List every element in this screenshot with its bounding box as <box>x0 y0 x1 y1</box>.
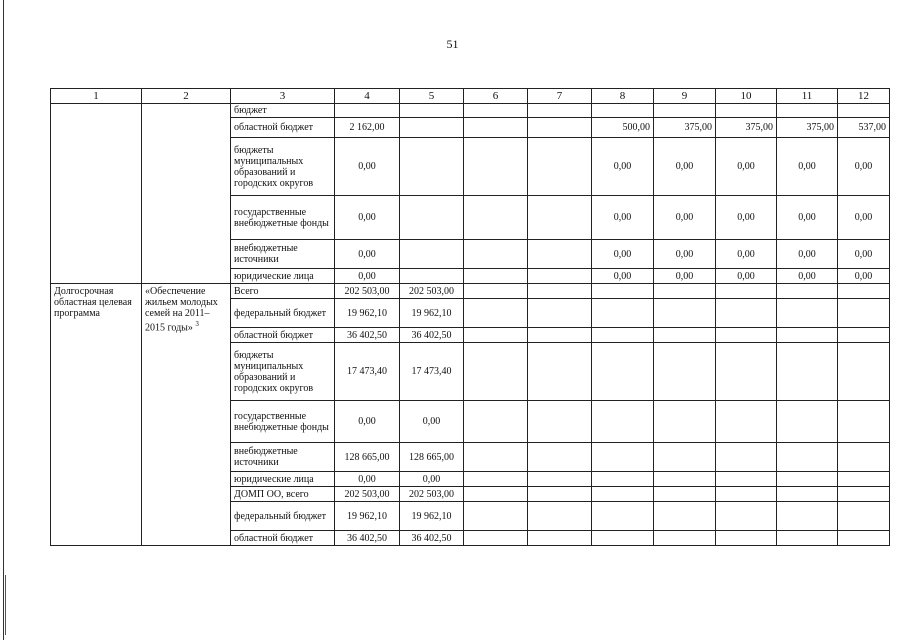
funding-source: федеральный бюджет <box>231 299 335 328</box>
funding-source: юридические лица <box>231 472 335 487</box>
cell-2017: 0,00 <box>777 240 838 269</box>
cell-2017: 0,00 <box>777 138 838 196</box>
cell-total: 0,00 <box>335 401 400 443</box>
cell-2012 <box>464 138 528 196</box>
cell-total: 2 162,00 <box>335 118 400 138</box>
program-name-cell <box>142 284 231 546</box>
cell-2013 <box>528 138 592 196</box>
funding-source: областной бюджет <box>231 328 335 343</box>
cell-2013 <box>528 269 592 284</box>
table-row <box>51 284 890 299</box>
page-left-border <box>3 0 4 640</box>
cell-total: 128 665,00 <box>335 443 400 472</box>
program-type-cell <box>51 104 142 284</box>
col-header-4: 4 <box>335 89 400 104</box>
cell-2015 <box>654 104 716 118</box>
col-header-3: 3 <box>231 89 335 104</box>
funding-source: юридические лица <box>231 269 335 284</box>
cell-2018: 0,00 <box>838 138 890 196</box>
cell-2018: 0,00 <box>838 196 890 240</box>
cell-2011: 202 503,00 <box>400 487 464 502</box>
cell-2011: 36 402,50 <box>400 328 464 343</box>
col-header-7: 7 <box>528 89 592 104</box>
cell-total: 0,00 <box>335 138 400 196</box>
cell-2013 <box>528 118 592 138</box>
cell-2016 <box>716 104 777 118</box>
cell-total: 36 402,50 <box>335 328 400 343</box>
cell-total: 202 503,00 <box>335 487 400 502</box>
funding-source: областной бюджет <box>231 531 335 546</box>
cell-2018 <box>838 104 890 118</box>
cell-2011: 202 503,00 <box>400 284 464 299</box>
funding-source: внебюджетные источники <box>231 240 335 269</box>
col-header-12: 12 <box>838 89 890 104</box>
cell-2011 <box>400 104 464 118</box>
cell-2012 <box>464 196 528 240</box>
cell-2015: 375,00 <box>654 118 716 138</box>
cell-2014: 0,00 <box>592 269 654 284</box>
col-header-11: 11 <box>777 89 838 104</box>
cell-2015: 0,00 <box>654 240 716 269</box>
col-header-5: 5 <box>400 89 464 104</box>
cell-2018: 0,00 <box>838 240 890 269</box>
funding-source: государственные внебюджетные фонды <box>231 401 335 443</box>
cell-2014: 0,00 <box>592 138 654 196</box>
cell-2012 <box>464 104 528 118</box>
funding-source: бюджеты муниципальных образований и городских округов <box>231 343 335 401</box>
funding-source: бюджет <box>231 104 335 118</box>
cell-total: 202 503,00 <box>335 284 400 299</box>
cell-2011: 0,00 <box>400 472 464 487</box>
cell-2016: 0,00 <box>716 269 777 284</box>
cell-total: 0,00 <box>335 196 400 240</box>
program-name: «Обеспечение жильем молодых семей на 2011–2015 годы» <box>145 286 218 334</box>
page-left-border-mark <box>5 575 6 635</box>
cell-total <box>335 104 400 118</box>
cell-2016: 0,00 <box>716 138 777 196</box>
cell-total: 0,00 <box>335 240 400 269</box>
cell-2014 <box>592 104 654 118</box>
cell-2017: 0,00 <box>777 196 838 240</box>
cell-2011: 17 473,40 <box>400 343 464 401</box>
funding-source: бюджеты муниципальных образований и городских округов <box>231 138 335 196</box>
cell-2012 <box>464 269 528 284</box>
cell-2017 <box>777 104 838 118</box>
col-header-1: 1 <box>51 89 142 104</box>
funding-source: внебюджетные источники <box>231 443 335 472</box>
cell-2013 <box>528 104 592 118</box>
cell-total: 0,00 <box>335 269 400 284</box>
cell-2013 <box>528 240 592 269</box>
cell-2011 <box>400 138 464 196</box>
cell-2013 <box>528 196 592 240</box>
footnote-mark: 3 <box>195 320 199 328</box>
cell-2016: 0,00 <box>716 240 777 269</box>
cell-2011 <box>400 196 464 240</box>
funding-source: федеральный бюджет <box>231 502 335 531</box>
column-number-row <box>51 89 890 104</box>
cell-2011: 36 402,50 <box>400 531 464 546</box>
cell-total: 19 962,10 <box>335 299 400 328</box>
cell-total: 19 962,10 <box>335 502 400 531</box>
cell-2015: 0,00 <box>654 196 716 240</box>
cell-2014: 0,00 <box>592 240 654 269</box>
program-name-cell <box>142 104 231 284</box>
budget-table <box>50 88 890 546</box>
table-row <box>51 104 890 118</box>
col-header-9: 9 <box>654 89 716 104</box>
cell-total: 0,00 <box>335 472 400 487</box>
cell-2018: 0,00 <box>838 269 890 284</box>
funding-source: государственные внебюджетные фонды <box>231 196 335 240</box>
cell-2015: 0,00 <box>654 138 716 196</box>
col-header-6: 6 <box>464 89 528 104</box>
cell-2015: 0,00 <box>654 269 716 284</box>
col-header-10: 10 <box>716 89 777 104</box>
cell-2011 <box>400 118 464 138</box>
cell-total: 36 402,50 <box>335 531 400 546</box>
cell-2016: 0,00 <box>716 196 777 240</box>
cell-2011: 0,00 <box>400 401 464 443</box>
cell-2017: 0,00 <box>777 269 838 284</box>
cell-2012 <box>464 118 528 138</box>
cell-2017: 375,00 <box>777 118 838 138</box>
cell-total: 17 473,40 <box>335 343 400 401</box>
col-header-8: 8 <box>592 89 654 104</box>
cell-2012 <box>464 240 528 269</box>
cell-2014: 0,00 <box>592 196 654 240</box>
cell-2011 <box>400 240 464 269</box>
cell-2016: 375,00 <box>716 118 777 138</box>
cell-2011 <box>400 269 464 284</box>
funding-source: областной бюджет <box>231 118 335 138</box>
page-number: 51 <box>446 37 459 51</box>
cell-2011: 19 962,10 <box>400 502 464 531</box>
program-type-cell: Долгосрочная областная целевая программа <box>51 284 142 546</box>
funding-source: ДОМП ОО, всего <box>231 487 335 502</box>
col-header-2: 2 <box>142 89 231 104</box>
cell-2014: 500,00 <box>592 118 654 138</box>
funding-source: Всего <box>231 284 335 299</box>
cell-2011: 128 665,00 <box>400 443 464 472</box>
cell-2018: 537,00 <box>838 118 890 138</box>
cell-2011: 19 962,10 <box>400 299 464 328</box>
